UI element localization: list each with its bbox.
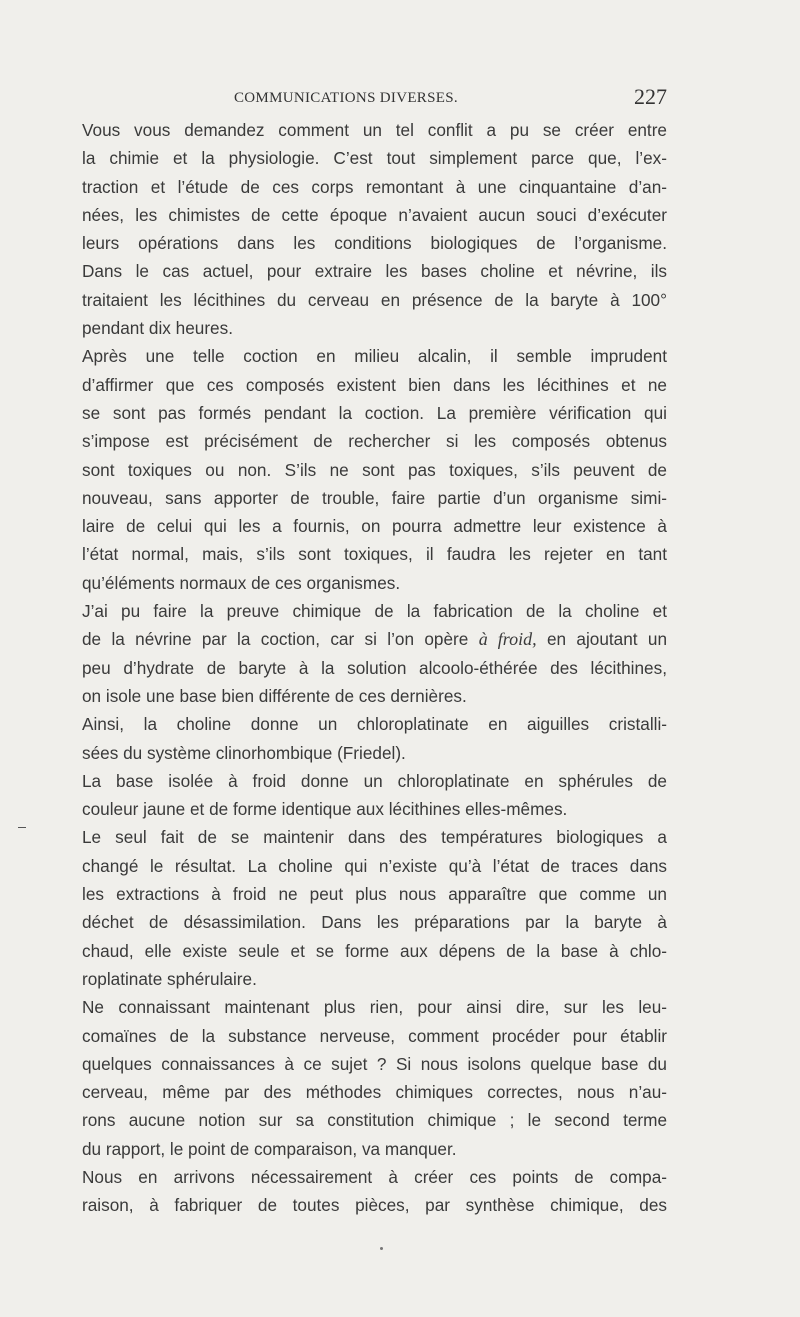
text-segment: de la névrine par la coction, car si l’on opère [82, 629, 469, 650]
text-line: traitaient les lécithines du cerveau en présence de la baryte à 100° [82, 289, 667, 310]
text-line: Dans le cas actuel, pour extraire les bases choline et névrine, ils [82, 261, 667, 282]
body-text [82, 116, 667, 1220]
text-line: la chimie et la physiologie. C’est tout simplement parce que, l’ex- [82, 148, 667, 169]
page-number: 227 [634, 84, 667, 109]
text-line: nouveau, sans apporter de trouble, faire partie d’un organisme simi- [82, 487, 667, 508]
running-head: COMMUNICATIONS DIVERSES. [234, 90, 458, 106]
text-line: Après une telle coction en milieu alcalin, il semble imprudent [82, 346, 667, 367]
text-segment: en ajoutant un [546, 629, 668, 650]
text-line: s’impose est précisément de rechercher si les composés obtenus [82, 431, 667, 452]
text-line: comaïnes de la substance nerveuse, comment procéder pour établir [82, 1025, 667, 1046]
text-line: quelques connaissances à ce sujet ? Si nous isolons quelque base du [82, 1053, 667, 1074]
text-line: sées du système clinorhombique (Friedel). [82, 742, 406, 763]
margin-mark [18, 827, 26, 828]
paragraph-7 [82, 993, 667, 1163]
text-line: pendant dix heures. [82, 318, 233, 339]
text-line: traction et l’étude de ces corps remontant à une cinquantaine d’an- [82, 176, 667, 197]
text-line: La base isolée à froid donne un chloroplatinate en sphérules de [82, 770, 667, 791]
text-line: Ne connaissant maintenant plus rien, pour ainsi dire, sur les leu- [82, 997, 667, 1018]
paragraph-8 [82, 1163, 667, 1220]
text-line: peu d’hydrate de baryte à la solution alcoolo-éthérée des lécithines, [82, 657, 667, 678]
text-line: laire de celui qui les a fournis, on pourra admettre leur existence à [82, 516, 667, 537]
text-line: d’affirmer que ces composés existent bien dans les lécithines et ne [82, 374, 667, 395]
text-line: qu’éléments normaux de ces organismes. [82, 572, 401, 593]
text-line: du rapport, le point de comparaison, va manquer. [82, 1138, 457, 1159]
text-line: se sont pas formés pendant la coction. La première vérification qui [82, 402, 667, 423]
paragraph-5 [82, 767, 667, 824]
text-line: déchet de désassimilation. Dans les préparations par la baryte à [82, 912, 667, 933]
text-line-mixed [82, 625, 667, 653]
text-line: l’état normal, mais, s’ils sont toxiques, il faudra les rejeter en tant [82, 544, 667, 565]
text-line: couleur jaune et de forme identique aux lécithines elles-mêmes. [82, 799, 568, 820]
text-line: rons aucune notion sur sa constitution chimique ; le second terme [82, 1110, 667, 1131]
text-line: on isole une base bien différente de ces dernières. [82, 685, 467, 706]
text-line: raison, à fabriquer de toutes pièces, par synthèse chimique, des [82, 1195, 667, 1216]
paragraph-4 [82, 710, 667, 767]
text-line: changé le résultat. La choline qui n’existe qu’à l’état de traces dans [82, 855, 667, 876]
text-line: J’ai pu faire la preuve chimique de la fabrication de la choline et [82, 601, 667, 622]
paragraph-2 [82, 342, 667, 597]
text-line: chaud, elle existe seule et se forme aux dépens de la base à chlo- [82, 940, 667, 961]
text-line: Nous en arrivons nécessairement à créer ces points de compa- [82, 1166, 667, 1187]
text-line: Le seul fait de se maintenir dans des températures biologiques a [82, 827, 667, 848]
italic-text: à froid, [478, 629, 537, 650]
text-line: leurs opérations dans les conditions biologiques de l’organisme. [82, 233, 667, 254]
paragraph-6 [82, 823, 667, 993]
text-line: roplatinate sphérulaire. [82, 968, 257, 989]
text-line: Ainsi, la choline donne un chloroplatinate en aiguilles cristalli- [82, 714, 667, 735]
text-line: nées, les chimistes de cette époque n’avaient aucun souci d’exécuter [82, 204, 667, 225]
page-header [82, 84, 667, 114]
text-line: Vous vous demandez comment un tel conflit a pu se créer entre [82, 120, 667, 140]
paper-speck [380, 1247, 383, 1250]
paragraph-1 [82, 116, 667, 342]
text-line: sont toxiques ou non. S’ils ne sont pas toxiques, s’ils peuvent de [82, 459, 667, 480]
paragraph-3 [82, 597, 667, 710]
text-line: cerveau, même par des méthodes chimiques correctes, nous n’au- [82, 1082, 667, 1103]
text-line: les extractions à froid ne peut plus nous apparaître que comme un [82, 884, 667, 905]
